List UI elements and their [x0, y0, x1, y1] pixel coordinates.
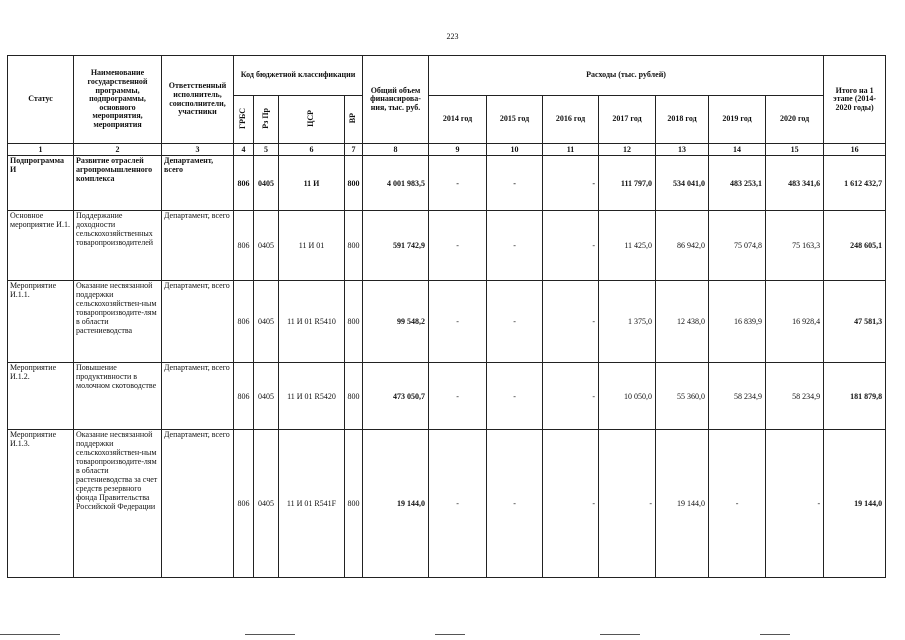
row-year-value: 58 234,9 — [766, 363, 824, 430]
row-csr: 11 И 01 R5420 — [279, 363, 345, 430]
row-year-value: 483 253,1 — [709, 156, 766, 211]
row-status: Мероприятие И.1.2. — [8, 363, 74, 430]
column-number: 16 — [824, 144, 886, 156]
row-year-value: - — [429, 281, 487, 363]
row-total: 19 144,0 — [363, 430, 429, 578]
column-number: 4 — [234, 144, 254, 156]
column-number: 1 — [8, 144, 74, 156]
row-responsible: Департамент, всего — [162, 211, 234, 281]
header-csr-cell — [279, 96, 345, 144]
row-year-value: 483 341,6 — [766, 156, 824, 211]
column-number: 8 — [363, 144, 429, 156]
row-status: Подпрограмма И — [8, 156, 74, 211]
column-number: 12 — [599, 144, 656, 156]
budget-table — [7, 55, 886, 578]
header-year: 2019 год — [709, 96, 766, 144]
row-year-value: - — [543, 363, 599, 430]
header-year: 2016 год — [543, 96, 599, 144]
row-total: 99 548,2 — [363, 281, 429, 363]
header-year: 2020 год — [766, 96, 824, 144]
page-number: 223 — [446, 32, 459, 41]
column-number: 2 — [74, 144, 162, 156]
row-year-value: 534 041,0 — [656, 156, 709, 211]
column-number: 13 — [656, 144, 709, 156]
row-year-value: 16 839,9 — [709, 281, 766, 363]
row-itogo: 1 612 432,7 — [824, 156, 886, 211]
header-grbs-cell — [234, 96, 254, 144]
column-number: 5 — [254, 144, 279, 156]
row-csr: 11 И 01 — [279, 211, 345, 281]
header-budget-code: Код бюджетной классификации — [234, 56, 363, 96]
scan-edge-line — [245, 634, 295, 635]
row-year-value: 1 375,0 — [599, 281, 656, 363]
column-number: 14 — [709, 144, 766, 156]
header-expenses: Расходы (тыс. рублей) — [429, 56, 824, 96]
row-name: Поддержание доходности сельскохозяйственных товаропроизводителей — [74, 211, 162, 281]
column-number: 3 — [162, 144, 234, 156]
row-rzpr: 0405 — [254, 281, 279, 363]
row-year-value: - — [487, 430, 543, 578]
header-responsible: Ответственный исполнитель, соисполнители, участники — [162, 56, 234, 144]
row-year-value: - — [429, 363, 487, 430]
row-year-value: 12 438,0 — [656, 281, 709, 363]
column-number: 15 — [766, 144, 824, 156]
row-name: Оказание несвязанной поддержки сельскохозяйствен-ным товаропроизводите-лям в области растениеводства — [74, 281, 162, 363]
row-status: Основное мероприятие И.1. — [8, 211, 74, 281]
header-year: 2018 год — [656, 96, 709, 144]
table-row — [8, 156, 886, 211]
table-row — [8, 363, 886, 430]
row-itogo: 47 581,3 — [824, 281, 886, 363]
scan-edge-line — [435, 634, 465, 635]
row-year-value: - — [709, 430, 766, 578]
header-vr-cell — [345, 96, 363, 144]
row-responsible: Департамент, всего — [162, 156, 234, 211]
row-year-value: - — [543, 211, 599, 281]
column-number: 10 — [487, 144, 543, 156]
row-year-value: - — [429, 430, 487, 578]
row-year-value: - — [599, 430, 656, 578]
header-grbs: ГРБС — [238, 107, 248, 129]
row-rzpr: 0405 — [254, 156, 279, 211]
row-csr: 11 И — [279, 156, 345, 211]
row-name: Повышение продуктивности в молочном скотоводстве — [74, 363, 162, 430]
header-rzpr: Рз Пр — [260, 107, 270, 129]
table-row — [8, 211, 886, 281]
row-year-value: - — [543, 430, 599, 578]
header-total-volume: Общий объем финансирова-ния, тыс. руб. — [363, 56, 429, 144]
row-year-value: 11 425,0 — [599, 211, 656, 281]
row-year-value: - — [487, 281, 543, 363]
row-rzpr: 0405 — [254, 363, 279, 430]
row-year-value: 75 163,3 — [766, 211, 824, 281]
row-vr: 800 — [345, 211, 363, 281]
row-vr: 800 — [345, 363, 363, 430]
column-number: 9 — [429, 144, 487, 156]
row-vr: 800 — [345, 156, 363, 211]
row-year-value: 19 144,0 — [656, 430, 709, 578]
row-year-value: - — [766, 430, 824, 578]
row-grbs: 806 — [234, 211, 254, 281]
row-year-value: - — [543, 281, 599, 363]
scan-edge-line — [760, 634, 790, 635]
header-name: Наименование государственной программы, подпрограммы, основного мероприятия, мероприятия — [74, 56, 162, 144]
column-number: 6 — [279, 144, 345, 156]
row-year-value: - — [543, 156, 599, 211]
header-itogo: Итого на 1 этапе (2014-2020 годы) — [824, 56, 886, 144]
row-vr: 800 — [345, 281, 363, 363]
row-vr: 800 — [345, 430, 363, 578]
row-responsible: Департамент, всего — [162, 363, 234, 430]
row-name: Оказание несвязанной поддержки сельскохозяйствен-ным товаропроизводите-лям в области растениеводства за счет средств резервного фонда Правительства Российской Федерации — [74, 430, 162, 578]
row-name: Развитие отраслей агропромышленного комплекса — [74, 156, 162, 211]
row-rzpr: 0405 — [254, 211, 279, 281]
row-year-value: 16 928,4 — [766, 281, 824, 363]
row-year-value: 86 942,0 — [656, 211, 709, 281]
row-grbs: 806 — [234, 281, 254, 363]
header-csr: ЦСР — [306, 109, 316, 127]
row-grbs: 806 — [234, 430, 254, 578]
row-itogo: 19 144,0 — [824, 430, 886, 578]
row-total: 4 001 983,5 — [363, 156, 429, 211]
row-responsible: Департамент, всего — [162, 281, 234, 363]
header-year: 2017 год — [599, 96, 656, 144]
row-total: 591 742,9 — [363, 211, 429, 281]
row-year-value: 10 050,0 — [599, 363, 656, 430]
row-year-value: 58 234,9 — [709, 363, 766, 430]
scan-edge-line — [0, 634, 60, 635]
column-number-row — [8, 144, 886, 156]
row-itogo: 248 605,1 — [824, 211, 886, 281]
table-row — [8, 281, 886, 363]
row-rzpr: 0405 — [254, 430, 279, 578]
row-year-value: - — [487, 156, 543, 211]
row-year-value: - — [487, 211, 543, 281]
header-year: 2015 год — [487, 96, 543, 144]
row-year-value: - — [429, 211, 487, 281]
header-vr: ВР — [348, 113, 358, 124]
row-year-value: - — [429, 156, 487, 211]
column-number: 11 — [543, 144, 599, 156]
row-year-value: - — [487, 363, 543, 430]
row-csr: 11 И 01 R5410 — [279, 281, 345, 363]
row-year-value: 75 074,8 — [709, 211, 766, 281]
header-status: Статус — [8, 56, 74, 144]
row-grbs: 806 — [234, 363, 254, 430]
row-responsible: Департамент, всего — [162, 430, 234, 578]
scan-edge-line — [600, 634, 640, 635]
row-year-value: 55 360,0 — [656, 363, 709, 430]
header-year: 2014 год — [429, 96, 487, 144]
row-csr: 11 И 01 R541F — [279, 430, 345, 578]
column-number: 7 — [345, 144, 363, 156]
row-itogo: 181 879,8 — [824, 363, 886, 430]
row-grbs: 806 — [234, 156, 254, 211]
header-rzpr-cell — [254, 96, 279, 144]
table-row — [8, 430, 886, 578]
row-status: Мероприятие И.1.3. — [8, 430, 74, 578]
row-total: 473 050,7 — [363, 363, 429, 430]
row-year-value: 111 797,0 — [599, 156, 656, 211]
row-status: Мероприятие И.1.1. — [8, 281, 74, 363]
